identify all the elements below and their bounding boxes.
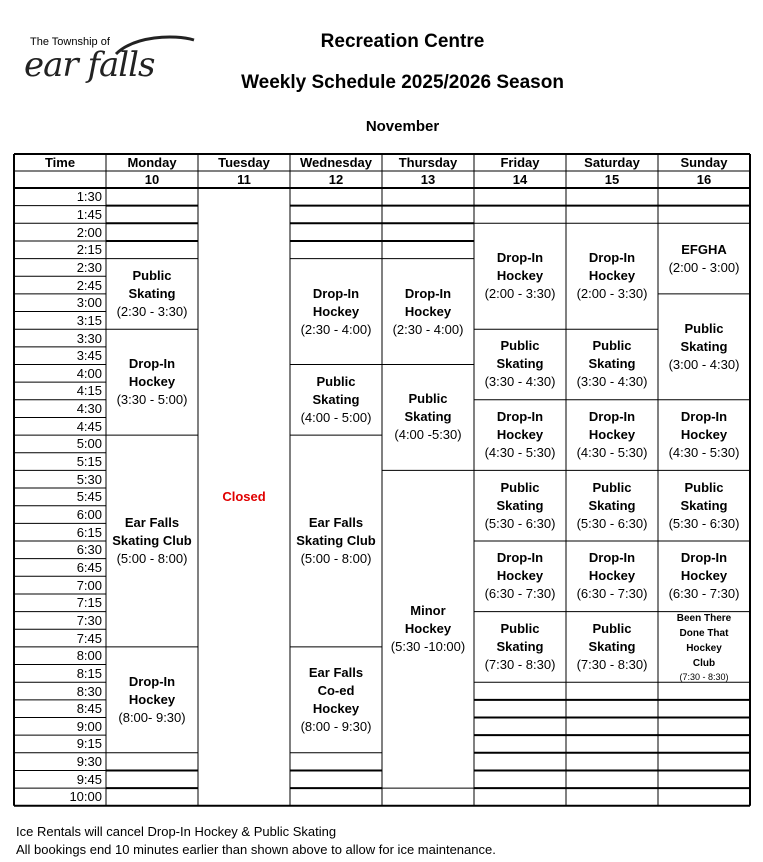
event-name: Skating — [680, 338, 728, 354]
event-block — [290, 259, 382, 365]
event-block — [566, 541, 658, 612]
event-name: Skating Club — [112, 532, 192, 548]
event-time: (5:00 - 8:00) — [116, 550, 188, 566]
event-time: (5:30 - 6:30) — [576, 515, 648, 531]
time-slot-label: 8:00 — [76, 648, 102, 664]
event-name: Hockey — [680, 427, 728, 443]
time-slot-label: 3:45 — [76, 348, 102, 364]
event-name: Drop-In — [588, 550, 636, 566]
logo-script-text: ear falls — [24, 45, 155, 84]
time-slot-label: 6:00 — [76, 507, 102, 522]
event-time: (6:30 - 7:30) — [576, 586, 648, 602]
time-slot-label: 3:15 — [76, 312, 102, 328]
event-name: EFGHA — [681, 241, 727, 257]
event-block — [658, 470, 750, 541]
logo-small-text: The Township of — [30, 36, 110, 48]
event-block — [474, 612, 566, 683]
date-header-saturday: 15 — [604, 171, 620, 187]
event-name: Drop-In — [680, 550, 728, 566]
time-slot-label: 5:30 — [76, 471, 102, 487]
time-slot-label: 9:30 — [76, 754, 102, 770]
day-header-saturday: Saturday — [584, 154, 640, 170]
event-name: Hockey — [404, 621, 452, 637]
event-time: (6:30 - 7:30) — [668, 586, 740, 602]
event-name: Drop-In — [496, 409, 544, 425]
event-block — [566, 223, 658, 329]
time-header-text: Time — [44, 154, 76, 170]
event-name: Hockey — [686, 642, 722, 654]
event-name: Hockey — [680, 568, 728, 584]
event-block — [474, 223, 566, 329]
event-name: Skating — [312, 391, 360, 407]
event-time: (8:00- 9:30) — [118, 709, 186, 725]
day-header-monday: Monday — [127, 154, 177, 170]
event-name: Public — [500, 620, 540, 636]
event-time: (5:30 - 6:30) — [484, 515, 556, 531]
event-name: Drop-In — [496, 250, 544, 266]
event-name: Public — [592, 479, 632, 495]
event-name: Hockey — [588, 427, 636, 443]
event-time: (3:30 - 4:30) — [484, 374, 556, 390]
time-slot-label: 2:30 — [76, 259, 102, 275]
event-name: Drop-In — [128, 356, 176, 372]
event-block — [382, 365, 474, 471]
time-slot-label: 10:00 — [69, 789, 102, 805]
time-slot-label: 6:45 — [76, 559, 102, 575]
event-block — [106, 259, 198, 330]
event-name: Public — [592, 338, 632, 354]
event-name: Hockey — [128, 691, 176, 707]
event-block — [566, 400, 658, 471]
event-name: Skating — [588, 356, 636, 372]
event-name: Minor — [410, 603, 446, 619]
event-name: Been There — [676, 612, 732, 624]
time-slot-label: 7:00 — [76, 577, 102, 593]
day-header-tuesday: Tuesday — [218, 154, 270, 170]
event-time: (3:30 - 4:30) — [576, 374, 648, 390]
event-time: (7:30 - 8:30) — [576, 656, 648, 672]
day-header-wednesday: Wednesday — [299, 154, 372, 170]
time-slot-label: 7:45 — [76, 630, 102, 646]
event-time: (4:00 -5:30) — [394, 427, 462, 443]
event-name: Public — [500, 479, 540, 495]
event-name: Skating — [588, 497, 636, 513]
time-slot-label: 3:30 — [76, 330, 102, 346]
time-slot-label: 2:45 — [76, 277, 102, 293]
event-name: Skating — [496, 497, 544, 513]
event-name: Skating — [588, 638, 636, 654]
time-slot-label: 5:00 — [76, 436, 102, 452]
event-name: Club — [692, 657, 716, 669]
time-slot-label: 6:15 — [76, 524, 102, 540]
time-slot-label: 4:30 — [76, 401, 102, 417]
event-time: (4:30 - 5:30) — [576, 445, 648, 461]
page-title: Recreation Centre — [320, 31, 485, 52]
date-header-thursday: 13 — [420, 171, 436, 187]
time-slot-label: 5:45 — [76, 489, 102, 505]
time-slot-label: 7:30 — [76, 612, 102, 628]
day-header-sunday: Sunday — [680, 154, 728, 170]
event-name: Skating — [680, 497, 728, 513]
event-time: (2:00 - 3:30) — [576, 286, 648, 302]
event-time: (5:30 -10:00) — [390, 639, 466, 655]
event-name: Hockey — [588, 268, 636, 284]
event-time: (6:30 - 7:30) — [484, 586, 556, 602]
event-time: (2:30 - 3:30) — [116, 303, 188, 319]
date-header-monday: 10 — [144, 171, 160, 187]
time-slot-label: 9:15 — [76, 736, 102, 752]
event-time: (2:00 - 3:00) — [668, 259, 740, 275]
event-block — [658, 223, 750, 294]
date-header-tuesday: 11 — [237, 171, 251, 187]
date-header-sunday: 16 — [696, 171, 712, 187]
event-block — [566, 470, 658, 541]
event-name: Public — [316, 373, 356, 389]
time-slot-label: 8:15 — [76, 665, 102, 681]
event-block — [474, 470, 566, 541]
event-time: (3:00 - 4:30) — [668, 356, 740, 372]
event-time: (2:30 - 4:00) — [300, 321, 372, 337]
event-name: Ear Falls — [308, 664, 364, 680]
event-block — [106, 647, 198, 753]
time-slot-label: 5:15 — [76, 454, 102, 470]
event-time: (8:00 - 9:30) — [300, 718, 372, 734]
time-column-header — [14, 154, 106, 171]
time-slot-label: 1:30 — [76, 189, 102, 205]
event-name: Hockey — [496, 268, 544, 284]
time-slot-label: 9:45 — [76, 771, 102, 787]
event-block — [290, 365, 382, 436]
day-header-thursday: Thursday — [398, 154, 458, 170]
time-slot-label: 8:45 — [76, 701, 102, 717]
event-block — [474, 329, 566, 400]
event-name: Hockey — [496, 568, 544, 584]
event-block — [290, 647, 382, 753]
event-time: (3:30 - 5:00) — [116, 392, 188, 408]
day-header-friday: Friday — [500, 154, 540, 170]
time-slot-label: 1:45 — [76, 206, 102, 222]
event-time: (5:30 - 6:30) — [668, 515, 740, 531]
event-time: (4:00 - 5:00) — [300, 409, 372, 425]
event-name: Skating — [404, 409, 452, 425]
event-block — [382, 470, 474, 788]
event-name: Skating — [128, 285, 176, 301]
event-block — [382, 259, 474, 365]
event-block — [198, 188, 290, 806]
event-name: Public — [132, 267, 172, 283]
event-time: (4:30 - 5:30) — [484, 445, 556, 461]
closed-label: Closed — [222, 489, 266, 505]
event-name: Hockey — [496, 427, 544, 443]
event-name: Hockey — [588, 568, 636, 584]
event-time: (2:30 - 4:00) — [392, 321, 464, 337]
footer-note-maintenance: All bookings end 10 minutes earlier than shown above to allow for ice maintenance. — [16, 842, 496, 857]
event-name: Hockey — [312, 700, 360, 716]
event-name: Drop-In — [404, 285, 452, 301]
event-name: Skating — [496, 356, 544, 372]
page-subtitle: Weekly Schedule 2025/2026 Season — [241, 72, 564, 93]
time-slot-label: 3:00 — [76, 295, 102, 311]
time-slot-label: 4:00 — [76, 365, 102, 381]
time-slot-label: 4:45 — [76, 418, 102, 434]
footer-note-rentals: Ice Rentals will cancel Drop-In Hockey & Public Skating — [16, 824, 337, 839]
event-name: Ear Falls — [124, 514, 180, 530]
time-slot-label: 4:15 — [76, 383, 102, 399]
event-name: Ear Falls — [308, 514, 364, 530]
event-name: Done That — [679, 627, 729, 639]
event-name: Drop-In — [312, 285, 360, 301]
date-header-wednesday: 12 — [328, 171, 344, 187]
event-time: (7:30 - 8:30) — [484, 656, 556, 672]
event-block — [106, 435, 198, 647]
event-name: Public — [684, 320, 724, 336]
event-block — [106, 329, 198, 435]
event-time: (5:00 - 8:00) — [300, 550, 372, 566]
event-name: Skating — [496, 638, 544, 654]
event-name: Hockey — [404, 303, 452, 319]
event-block — [566, 612, 658, 683]
time-slot-label: 2:00 — [76, 224, 102, 240]
month-label: November — [365, 118, 440, 135]
event-time: (2:00 - 3:30) — [484, 286, 556, 302]
time-slot-label: 2:15 — [76, 242, 102, 258]
event-block — [658, 612, 750, 683]
event-name: Drop-In — [588, 250, 636, 266]
event-block — [658, 400, 750, 471]
event-name: Hockey — [312, 303, 360, 319]
event-block — [474, 400, 566, 471]
date-header-friday: 14 — [512, 171, 528, 187]
event-block — [290, 435, 382, 647]
event-name: Hockey — [128, 374, 176, 390]
event-name: Drop-In — [588, 409, 636, 425]
event-block — [566, 329, 658, 400]
event-name: Public — [592, 620, 632, 636]
event-name: Skating Club — [296, 532, 376, 548]
event-time: (4:30 - 5:30) — [668, 445, 740, 461]
time-slot-label: 7:15 — [76, 595, 102, 611]
event-name: Drop-In — [496, 550, 544, 566]
time-slot-label: 8:30 — [76, 683, 102, 699]
time-slot-label: 6:30 — [76, 542, 102, 558]
event-name: Public — [500, 338, 540, 354]
event-name: Public — [684, 479, 724, 495]
event-block — [474, 541, 566, 612]
time-slot-label: 9:00 — [76, 718, 102, 734]
event-block — [658, 541, 750, 612]
event-name: Drop-In — [680, 409, 728, 425]
event-name: Drop-In — [128, 673, 176, 689]
event-name: Public — [408, 391, 448, 407]
event-name: Co-ed — [317, 682, 355, 698]
event-time: (7:30 - 8:30) — [679, 671, 729, 682]
event-block — [658, 294, 750, 400]
